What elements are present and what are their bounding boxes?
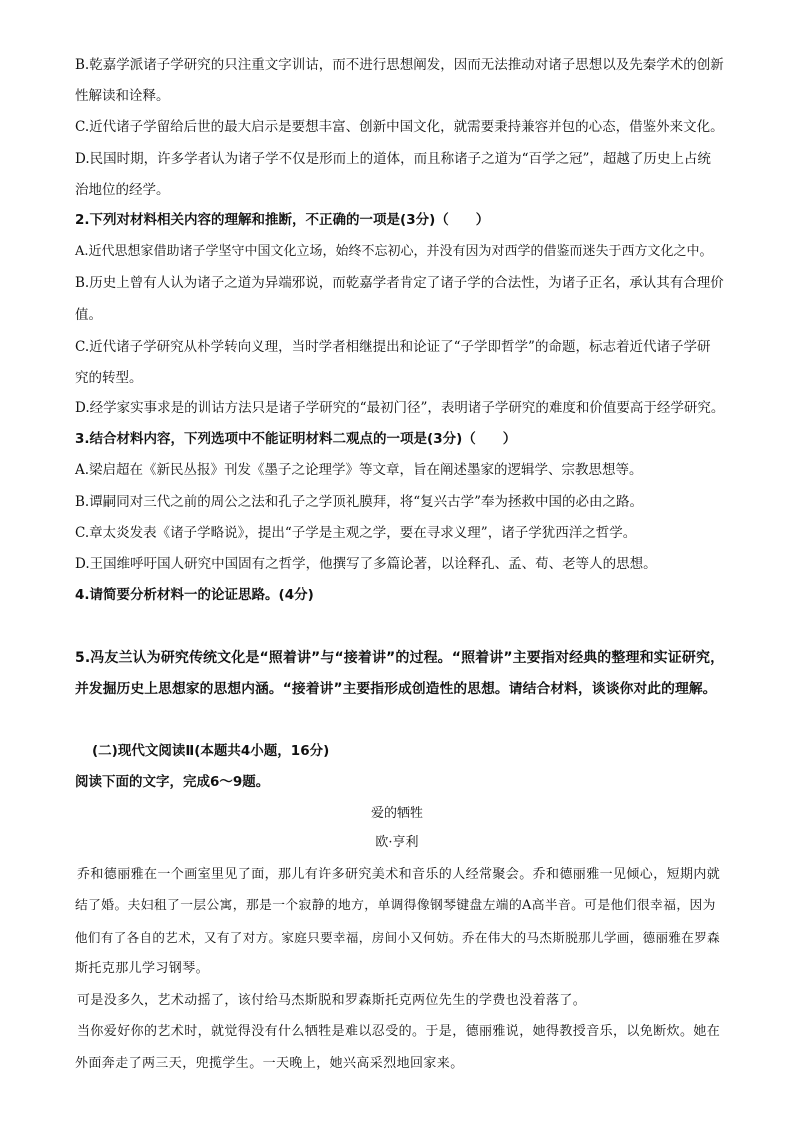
story-paragraph-line: 可是没多久，艺术动摇了，该付给马杰斯脱和罗森斯托克两位先生的学费也没着落了。 — [77, 993, 587, 1008]
story-author: 欧·亨利 — [375, 835, 419, 850]
story-title: 爱的牺牲 — [370, 806, 423, 821]
q3-option-c: C.章太炎发表《诸子学略说》，提出“子学是主观之学，要在寻求义理”，诸子学犹西洋之哲学。 — [75, 525, 637, 541]
question-5-line-2: 并发掘历史上思想家的思想内涵。“接着讲”主要指形成创造性的思想。请结合材料，谈谈你对此的理解。 — [75, 681, 717, 697]
section-heading: (二)现代文阅读Ⅱ(本题共4小题，16分) — [92, 743, 330, 759]
story-paragraph-line: 乔和德丽雅在一个画室里见了面，那儿有许多研究美术和音乐的人经常聚会。乔和德丽雅一见倾心，短期内就 — [77, 867, 721, 882]
q3-option-a: A.梁启超在《新民丛报》刊发《墨子之论理学》等文章，旨在阐述墨家的逻辑学、宗教思想等。 — [75, 462, 643, 478]
q2-option-a: A.近代思想家借助诸子学坚守中国文化立场，始终不忘初心，并没有因为对西学的借鉴而迷失于西方文化之中。 — [75, 244, 713, 259]
question-4: 4.请简要分析材料一的论证思路。(4分) — [75, 587, 314, 603]
q2-option-b-line-2: 值。 — [75, 307, 102, 323]
story-paragraph-line: 斯托克那儿学习钢琴。 — [75, 961, 210, 976]
option-d-line-1: D.民国时期，许多学者认为诸子学不仅是形而上的道体，而且称诸子之道为“百学之冠”，超越了历史上占统 — [75, 151, 711, 167]
option-b-line-2: 性解读和诠释。 — [75, 88, 170, 104]
q2-option-d: D.经学家实事求是的训诂方法只是诸子学研究的“最初门径”，表明诸子学研究的难度和价值要高于经学研究。 — [75, 400, 725, 416]
q2-option-c-line-2: 究的转型。 — [75, 370, 143, 386]
story-paragraph-line: 外面奔走了两三天，兜揽学生。一天晚上，她兴高采烈地回家来。 — [75, 1056, 464, 1071]
q3-option-b: B.谭嗣同对三代之前的周公之法和孔子之学顶礼膜拜，将“复兴古学”奉为拯救中国的必由之路。 — [75, 494, 644, 510]
option-c-line: C.近代诸子学留给后世的最大启示是要想丰富、创新中国文化，就需要秉持兼容并包的心态，借鉴外来文化。 — [75, 119, 724, 135]
question-3: 3.结合材料内容，下列选项中不能证明材料二观点的一项是(3分)（ ） — [75, 431, 517, 447]
question-2: 2.下列对材料相关内容的理解和推断，不正确的一项是(3分)（ ） — [75, 212, 490, 228]
story-paragraph-line: 当你爱好你的艺术时，就觉得没有什么牺牲是难以忍受的。于是，德丽雅说，她得教授音乐，以免断炊。她在 — [77, 1024, 721, 1039]
story-paragraph-line: 他们有了各自的艺术，又有了对方。家庭只要幸福，房间小又何妨。乔在伟大的马杰斯脱那儿学画，德丽雅在罗森 — [75, 930, 721, 945]
q3-option-d: D.王国维呼吁国人研究中国固有之哲学，他撰写了多篇论著，以诠释孔、孟、荀、老等人的思想。 — [75, 556, 657, 572]
q2-option-c-line-1: C.近代诸子学研究从朴学转向义理，当时学者相继提出和论证了“子学即哲学”的命题，标志着近代诸子学研 — [75, 339, 711, 355]
option-d-line-2: 治地位的经学。 — [75, 182, 170, 198]
section-instruction: 阅读下面的文字，完成6～9题。 — [75, 774, 270, 790]
option-b-line-1: B.乾嘉学派诸子学研究的只注重文字训诂，而不进行思想阐发，因而无法推动对诸子思想以及先秦学术的创新 — [75, 57, 724, 73]
story-paragraph-line: 结了婚。夫妇租了一层公寓，那是一个寂静的地方，单调得像钢琴键盘左端的A高半音。可是他们很幸福，因为 — [75, 898, 716, 913]
question-5-line-1: 5.冯友兰认为研究传统文化是“照着讲”与“接着讲”的过程。“照着讲”主要指对经典的整理和实证研究， — [75, 650, 725, 666]
q2-option-b-line-1: B.历史上曾有人认为诸子之道为异端邪说，而乾嘉学者肯定了诸子学的合法性，为诸子正名，承认其有合理价 — [75, 275, 724, 291]
